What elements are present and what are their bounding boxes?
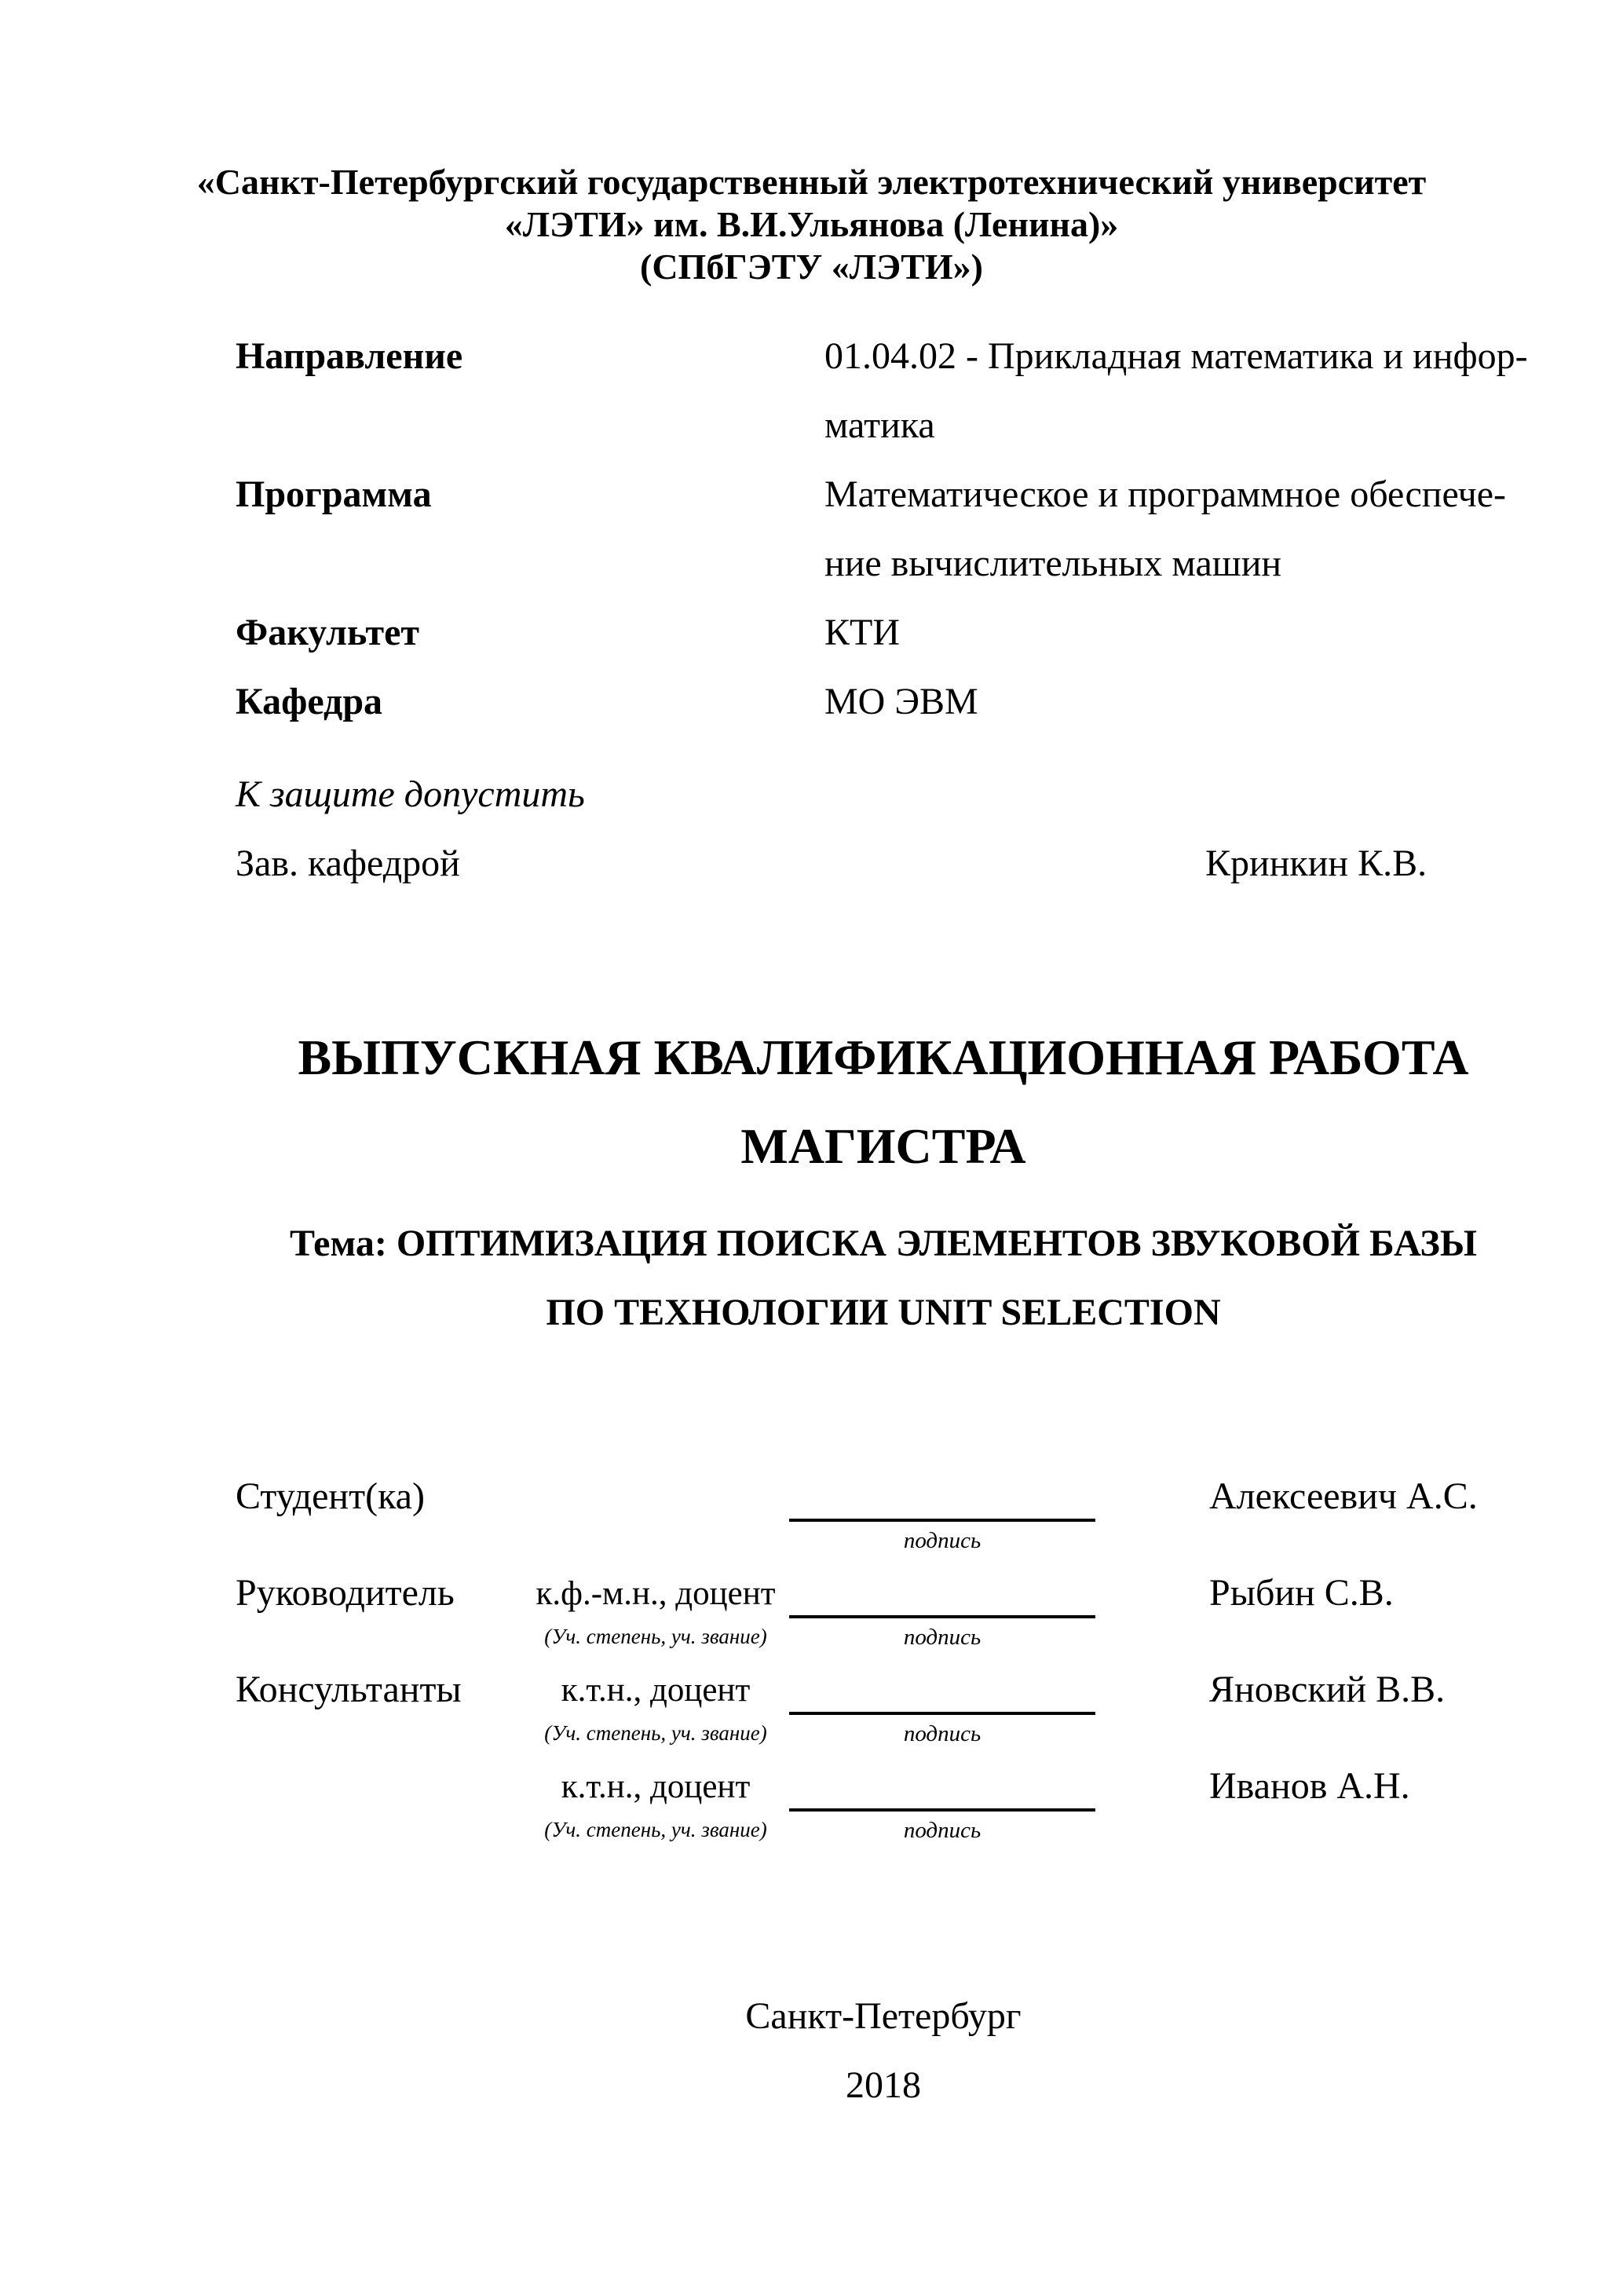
program-value-line: ние вычислительных машин <box>824 543 1282 584</box>
consultant-2-degree: к.т.н., доцент <box>561 1768 751 1805</box>
info-row-program <box>236 460 1531 598</box>
consultant-1-name: Яновский В.В. <box>1209 1669 1446 1710</box>
faculty-value-line: КТИ <box>824 612 900 653</box>
signature-row-student <box>236 1470 1531 1567</box>
direction-value-line: матика <box>824 404 935 446</box>
department-head-name: Кринкин К.В. <box>1205 843 1427 884</box>
thesis-title <box>236 1013 1531 1190</box>
signature-row-consultant-1 <box>236 1663 1531 1760</box>
footer-city: Санкт-Петербург <box>745 1995 1022 2037</box>
signature-line <box>789 1567 1095 1618</box>
program-info-block <box>236 322 1531 737</box>
signature-line <box>789 1663 1095 1715</box>
university-name-line: «Санкт-Петербургский государственный электротехнический университет <box>196 162 1427 202</box>
signature-line <box>789 1760 1095 1812</box>
signature-caption: подпись <box>903 1818 981 1843</box>
admission-head-row <box>236 829 1531 898</box>
consultant-1-degree: к.т.н., доцент <box>561 1672 751 1709</box>
student-role-label: Студент(ка) <box>236 1475 425 1517</box>
thesis-theme-line: Тема: ОПТИМИЗАЦИЯ ПОИСКА ЭЛЕМЕНТОВ ЗВУКОВОЙ БАЗЫ <box>289 1223 1478 1264</box>
consultants-role-label: Консультанты <box>236 1669 462 1710</box>
signature-row-supervisor <box>236 1567 1531 1663</box>
thesis-theme-line: ПО ТЕХНОЛОГИИ UNIT SELECTION <box>546 1292 1221 1333</box>
degree-caption: (Уч. степень, уч. звание) <box>544 1721 767 1745</box>
department-value-line: МО ЭВМ <box>824 681 978 722</box>
thesis-title-line: МАГИСТРА <box>740 1118 1026 1174</box>
program-value-line: Математическое и программное обеспече- <box>824 473 1507 515</box>
department-label: Кафедра <box>236 681 383 722</box>
signatures-block <box>236 1470 1531 1856</box>
footer-year: 2018 <box>846 2064 921 2106</box>
university-header <box>0 161 1623 288</box>
university-name-line: «ЛЭТИ» им. В.И.Ульянова (Ленина)» <box>504 204 1119 244</box>
program-label: Программа <box>236 473 432 515</box>
info-row-faculty <box>236 598 1531 667</box>
program-value <box>824 460 1531 598</box>
info-row-direction <box>236 322 1531 460</box>
signature-caption: подпись <box>903 1625 981 1650</box>
direction-value-line: 01.04.02 - Прикладная математика и инфор- <box>824 335 1528 377</box>
signature-line <box>789 1470 1095 1522</box>
signature-caption: подпись <box>903 1528 981 1553</box>
supervisor-role-label: Руководитель <box>236 1572 455 1614</box>
admission-approve-text: К защите допустить <box>236 773 585 815</box>
footer-block <box>236 1982 1531 2120</box>
degree-caption: (Уч. степень, уч. звание) <box>544 1818 767 1841</box>
thesis-theme <box>236 1209 1531 1347</box>
signature-row-consultant-2 <box>236 1760 1531 1856</box>
faculty-label: Факультет <box>236 612 419 653</box>
student-name: Алексеевич А.С. <box>1209 1475 1478 1517</box>
supervisor-degree: к.ф.-м.н., доцент <box>536 1575 776 1612</box>
thesis-title-line: ВЫПУСКНАЯ КВАЛИФИКАЦИОННАЯ РАБОТА <box>298 1029 1469 1085</box>
direction-label: Направление <box>236 335 463 377</box>
department-head-label: Зав. кафедрой <box>236 843 460 884</box>
signature-caption: подпись <box>903 1721 981 1746</box>
department-value <box>824 667 1531 737</box>
university-abbreviation-line: (СПбГЭТУ «ЛЭТИ») <box>640 247 983 287</box>
info-row-department <box>236 667 1531 737</box>
degree-caption: (Уч. степень, уч. звание) <box>544 1625 767 1648</box>
faculty-value <box>824 598 1531 667</box>
admission-block <box>236 760 1531 898</box>
consultant-2-name: Иванов А.Н. <box>1209 1765 1410 1807</box>
direction-value <box>824 322 1531 460</box>
supervisor-name: Рыбин С.В. <box>1209 1572 1394 1614</box>
